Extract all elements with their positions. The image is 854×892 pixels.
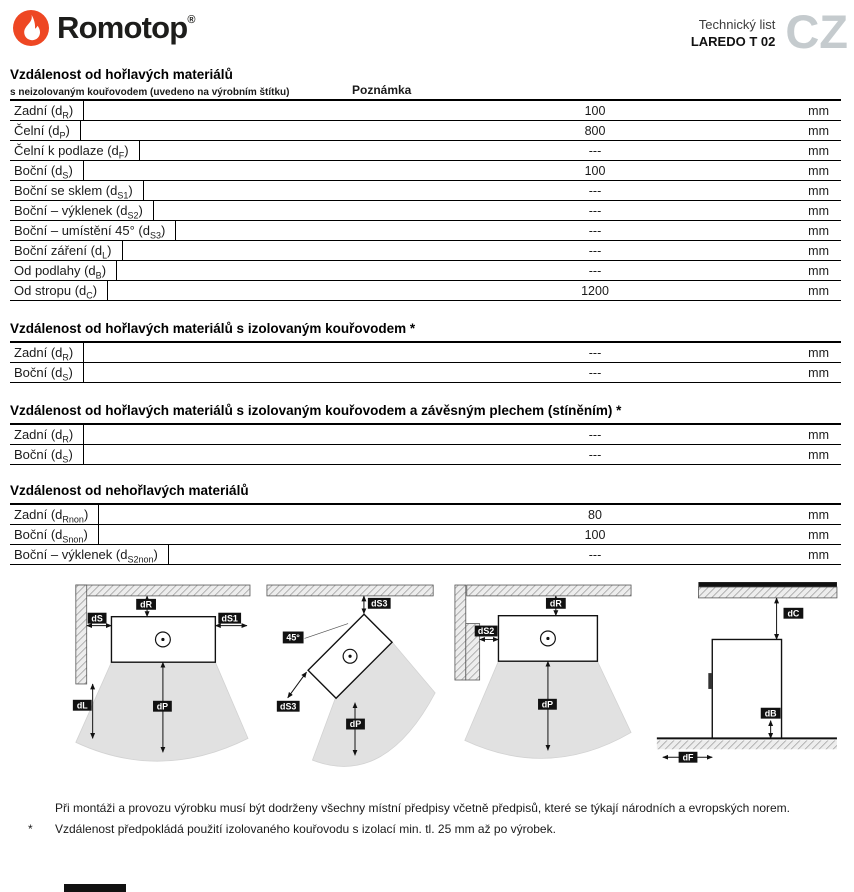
table-row bbox=[10, 445, 841, 465]
label-sub: S2 bbox=[127, 210, 139, 221]
table-row bbox=[10, 261, 841, 281]
page-bottom-artifact bbox=[64, 884, 126, 892]
label-dl: dL bbox=[76, 700, 88, 711]
placement-diagrams bbox=[60, 581, 841, 786]
doc-type: Technický list bbox=[698, 17, 776, 32]
registered-mark: ® bbox=[187, 14, 196, 26]
row-unit: mm bbox=[808, 184, 829, 198]
row-label bbox=[10, 505, 99, 524]
label-close: ) bbox=[68, 447, 73, 462]
label-text: Boční (d bbox=[14, 447, 63, 462]
label-ds2: dS2 bbox=[478, 626, 495, 637]
distance-table bbox=[10, 423, 841, 465]
row-label bbox=[10, 101, 84, 120]
section-subtitle: s neizolovaným kouřovodem (uvedeno na výrobním štítku) bbox=[10, 87, 290, 98]
row-label bbox=[10, 161, 84, 180]
label-text: Boční – výklenek (d bbox=[14, 547, 128, 562]
row-label bbox=[10, 221, 176, 240]
label-close: ) bbox=[65, 123, 70, 138]
label-close: ) bbox=[101, 263, 107, 278]
distance-table bbox=[10, 503, 841, 565]
row-label bbox=[10, 525, 99, 544]
row-value: 100 bbox=[584, 528, 606, 542]
row-value: --- bbox=[588, 346, 602, 360]
row-label bbox=[10, 241, 123, 260]
doc-meta bbox=[691, 16, 776, 50]
note-column-header: Poznámka bbox=[352, 83, 412, 97]
label-text: Čelní (d bbox=[14, 123, 60, 138]
label-text: Boční záření (d bbox=[14, 243, 103, 258]
row-label bbox=[10, 363, 84, 382]
label-sub: Rnon bbox=[62, 514, 84, 525]
table-row bbox=[10, 343, 841, 363]
header bbox=[0, 0, 854, 58]
table-row bbox=[10, 425, 841, 445]
row-value: 1200 bbox=[581, 284, 609, 298]
label-sub: C bbox=[86, 290, 93, 301]
table-row bbox=[10, 121, 841, 141]
row-label bbox=[10, 425, 84, 444]
diagram-45-degree-placement bbox=[261, 581, 439, 781]
table-row bbox=[10, 545, 841, 565]
row-value: --- bbox=[588, 184, 602, 198]
stove-top-view bbox=[111, 617, 215, 663]
distance-table bbox=[10, 341, 841, 383]
label-sub: S bbox=[62, 454, 69, 465]
row-unit: mm bbox=[808, 224, 829, 238]
content bbox=[10, 67, 841, 840]
door-handle bbox=[708, 673, 712, 689]
row-unit: mm bbox=[808, 164, 829, 178]
radiation-zone bbox=[76, 662, 248, 761]
flame-icon bbox=[12, 9, 50, 47]
diagram-side-view bbox=[643, 581, 841, 786]
row-value: 100 bbox=[584, 104, 606, 118]
header-right bbox=[690, 5, 848, 58]
row-value: --- bbox=[588, 548, 602, 562]
label-dr: dR bbox=[140, 599, 153, 610]
row-unit: mm bbox=[808, 284, 829, 298]
label-close: ) bbox=[138, 203, 143, 218]
row-unit: mm bbox=[808, 264, 829, 278]
table-row bbox=[10, 201, 841, 221]
asterisk-mark: * bbox=[28, 822, 33, 836]
row-value: --- bbox=[588, 204, 602, 218]
table-row bbox=[10, 101, 841, 121]
footnotes bbox=[10, 798, 841, 840]
stove-top-view bbox=[499, 616, 598, 662]
label-close: ) bbox=[128, 183, 133, 198]
label-close: ) bbox=[68, 345, 74, 360]
note-text: Vzdálenost předpokládá použití izolovaného kouřovodu s izolací min. tl. 25 mm až po výrobek. bbox=[55, 822, 556, 836]
label-sub: L bbox=[102, 250, 108, 261]
table-row bbox=[10, 141, 841, 161]
row-value: --- bbox=[588, 366, 602, 380]
diagram-corner-placement bbox=[60, 581, 253, 781]
note-general bbox=[10, 798, 841, 819]
label-close: ) bbox=[68, 163, 73, 178]
label-ds3-top: dS3 bbox=[371, 598, 388, 609]
row-value: --- bbox=[588, 224, 602, 238]
row-unit: mm bbox=[808, 428, 829, 442]
section-title: Vzdálenost od hořlavých materiálů bbox=[10, 67, 233, 82]
row-unit: mm bbox=[808, 366, 829, 380]
table-row bbox=[10, 525, 841, 545]
row-label bbox=[10, 121, 81, 140]
label-ds: dS bbox=[91, 613, 103, 624]
row-value: 80 bbox=[588, 508, 602, 522]
label-text: Od stropu (d bbox=[14, 283, 87, 298]
label-close: ) bbox=[83, 527, 88, 542]
row-value: --- bbox=[588, 264, 602, 278]
section-title: Vzdálenost od hořlavých materiálů s izolovaným kouřovodem a závěsným plechem (stíněním) * bbox=[10, 403, 622, 418]
note-text: Při montáži a provozu výrobku musí být dodrženy všechny místní předpisy včetně předpisů, které se týkají národních a evropských norem. bbox=[55, 801, 791, 815]
row-label bbox=[10, 281, 108, 300]
table-row bbox=[10, 281, 841, 301]
label-dp: dP bbox=[156, 701, 169, 712]
row-label bbox=[10, 181, 144, 200]
label-sub: R bbox=[62, 352, 69, 363]
row-value: --- bbox=[588, 244, 602, 258]
label-text: Čelní k podlaze (d bbox=[14, 143, 119, 158]
row-value: --- bbox=[588, 448, 602, 462]
label-sub: S bbox=[62, 170, 69, 181]
label-close: ) bbox=[68, 427, 74, 442]
table-row bbox=[10, 161, 841, 181]
row-value: 100 bbox=[584, 164, 606, 178]
label-text: Boční (d bbox=[14, 527, 63, 542]
romotop-logo bbox=[12, 9, 196, 47]
row-label bbox=[10, 261, 117, 280]
row-label bbox=[10, 201, 154, 220]
row-unit: mm bbox=[808, 204, 829, 218]
label-text: Zadní (d bbox=[14, 103, 63, 118]
label-text: Zadní (d bbox=[14, 427, 63, 442]
section-title: Vzdálenost od hořlavých materiálů s izolovaným kouřovodem * bbox=[10, 321, 416, 336]
wall bbox=[267, 585, 433, 596]
table-row bbox=[10, 363, 841, 383]
row-unit: mm bbox=[808, 124, 829, 138]
row-unit: mm bbox=[808, 104, 829, 118]
row-unit: mm bbox=[808, 548, 829, 562]
label-sub: S2non bbox=[127, 554, 154, 565]
brand-name bbox=[57, 10, 196, 46]
label-text: Boční (d bbox=[14, 163, 63, 178]
note-asterisk bbox=[10, 819, 841, 840]
label-dp: dP bbox=[349, 719, 362, 730]
diagram-alcove-placement bbox=[447, 581, 635, 781]
label-text: Boční – umístění 45° (d bbox=[14, 223, 150, 238]
table-row bbox=[10, 181, 841, 201]
section-flammable-uninsulated bbox=[10, 67, 841, 301]
language-watermark: CZ bbox=[785, 5, 848, 58]
label-close: ) bbox=[153, 547, 158, 562]
table-row bbox=[10, 241, 841, 261]
row-value: 800 bbox=[584, 124, 606, 138]
brand-text: Romotop bbox=[57, 10, 188, 45]
row-unit: mm bbox=[808, 528, 829, 542]
row-label bbox=[10, 343, 84, 362]
table-row bbox=[10, 505, 841, 525]
label-sub: S3 bbox=[150, 230, 162, 241]
label-sub: B bbox=[95, 270, 102, 281]
label-sub: P bbox=[59, 130, 66, 141]
label-sub: Snon bbox=[62, 534, 84, 545]
row-unit: mm bbox=[808, 508, 829, 522]
label-close: ) bbox=[83, 507, 89, 522]
floor bbox=[657, 738, 837, 749]
label-close: ) bbox=[124, 143, 129, 158]
label-dc: dC bbox=[787, 608, 800, 619]
label-ds3-side: dS3 bbox=[280, 701, 297, 712]
label-dp: dP bbox=[541, 699, 554, 710]
label-text: Zadní (d bbox=[14, 507, 63, 522]
label-text: Boční (d bbox=[14, 365, 63, 380]
ceiling bbox=[699, 582, 838, 598]
label-ds1: dS1 bbox=[221, 613, 238, 624]
label-close: ) bbox=[68, 365, 73, 380]
row-value: --- bbox=[588, 144, 602, 158]
label-sub: R bbox=[62, 110, 69, 121]
label-45deg: 45° bbox=[286, 632, 300, 643]
label-sub: S bbox=[62, 372, 69, 383]
section-nonflammable bbox=[10, 483, 841, 565]
label-sub: R bbox=[62, 434, 69, 445]
row-unit: mm bbox=[808, 346, 829, 360]
label-dr: dR bbox=[549, 598, 562, 609]
section-subrow bbox=[10, 82, 841, 99]
label-close: ) bbox=[161, 223, 166, 238]
note-spacer bbox=[28, 798, 55, 819]
label-close: ) bbox=[92, 283, 98, 298]
row-label bbox=[10, 445, 84, 464]
section-flammable-insulated-shielded bbox=[10, 403, 841, 465]
row-unit: mm bbox=[808, 244, 829, 258]
label-df: dF bbox=[682, 752, 694, 763]
row-label bbox=[10, 545, 169, 564]
row-label bbox=[10, 141, 140, 160]
section-title: Vzdálenost od nehořlavých materiálů bbox=[10, 483, 249, 498]
label-close: ) bbox=[68, 103, 74, 118]
distance-table bbox=[10, 99, 841, 301]
label-text: Od podlahy (d bbox=[14, 263, 96, 278]
label-sub: F bbox=[118, 150, 125, 161]
label-db: dB bbox=[764, 708, 777, 719]
label-text: Zadní (d bbox=[14, 345, 63, 360]
row-unit: mm bbox=[808, 448, 829, 462]
label-close: ) bbox=[107, 243, 112, 258]
row-value: --- bbox=[588, 428, 602, 442]
section-flammable-insulated bbox=[10, 321, 841, 383]
label-sub: S1 bbox=[117, 190, 129, 201]
label-text: Boční – výklenek (d bbox=[14, 203, 128, 218]
row-unit: mm bbox=[808, 144, 829, 158]
model-name: LAREDO T 02 bbox=[690, 34, 776, 49]
label-text: Boční se sklem (d bbox=[14, 183, 118, 198]
table-row bbox=[10, 221, 841, 241]
